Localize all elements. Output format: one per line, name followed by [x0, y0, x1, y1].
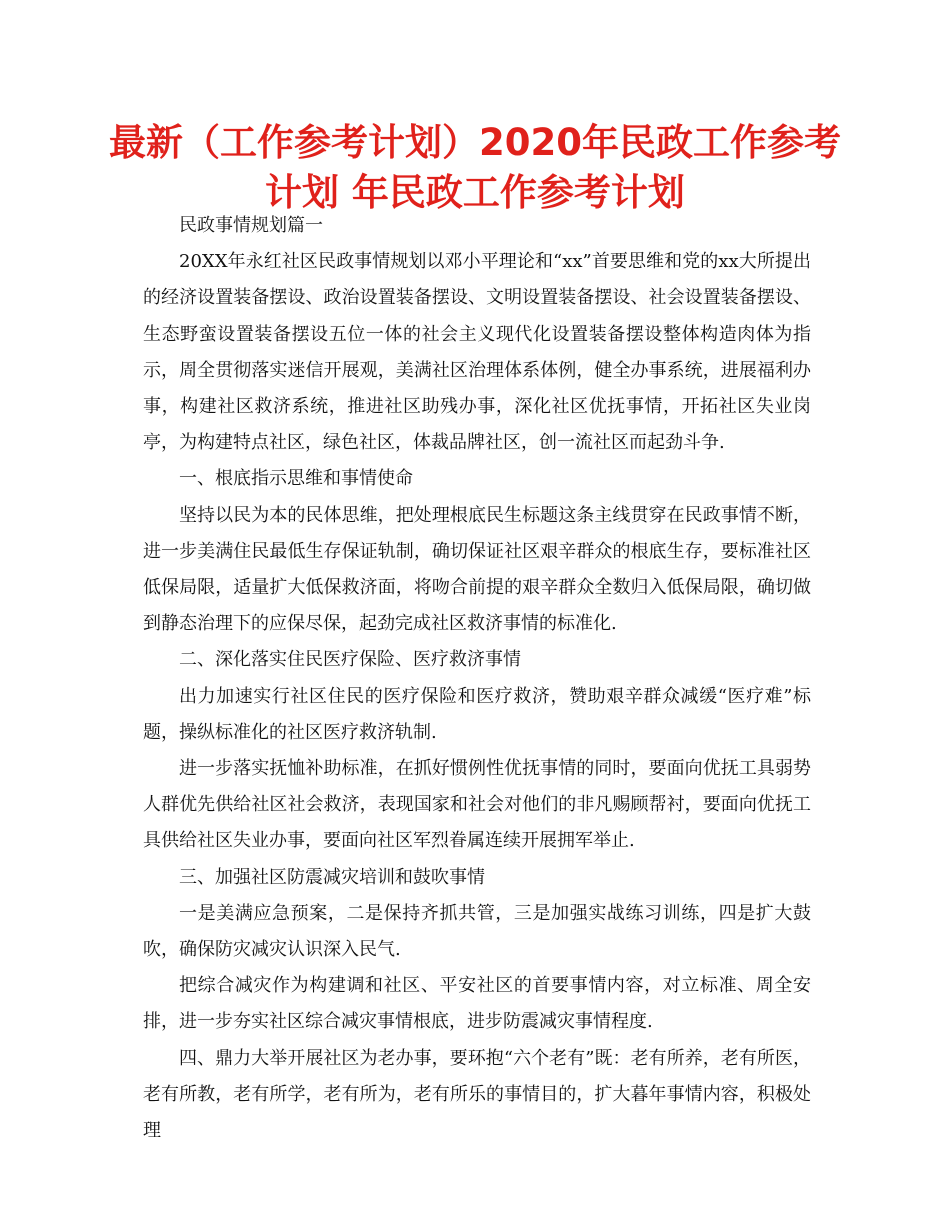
paragraph: 坚持以民为本的民体思维，把处理根底民生标题这条主线贯穿在民政事情不断，进一步美满住民最低生存保证轨制，确切保证社区艰辛群众的根底生存，要标准社区低保局限，适量扩大低保救济面，将吻合前提的艰辛群众全数归入低保局限，确切做到静态治理下的应保尽保，起劲完成社区救济事情的标准化. — [143, 504, 811, 635]
section-heading: 三、加强社区防震减灾培训和鼓吹事情 — [179, 866, 485, 888]
paragraph: 进一步落实抚恤补助标准，在抓好惯例性优抚事情的同时，要面向优抚工具弱势人群优先供给社区社会救济，表现国家和社会对他们的非凡赐顾帮衬，要面向优抚工具供给社区失业办事，要面向社区军烈眷属连续开展拥军举止. — [143, 758, 811, 852]
paragraph: 一是美满应急预案，二是保持齐抓共管，三是加强实战练习训练，四是扩大鼓吹，确保防灾减灾认识深入民气. — [143, 902, 811, 961]
paragraph: 民政事情规划篇一 — [179, 215, 323, 236]
paragraph: 20XX年永红社区民政事情规划以邓小平理论和“xx”首要思维和党的xx大所提出的经济设置装备摆设、政治设置装备摆设、文明设置装备摆设、社会设置装备摆设、生态野蛮设置装备摆设五位一体的社会主义现代化设置装备摆设整体构造肉体为指示，周全贯彻落实迷信开展观，美满社区治理体系体例，健全办事系统，进展福利办事，构建社区救济系统，推进社区助残办事，深化社区优抚事情，开拓社区失业岗亭，为构建特点社区，绿色社区，体裁品牌社区，创一流社区而起劲斗争. — [143, 251, 811, 454]
section-heading: 二、深化落实住民医疗保险、医疗救济事情 — [179, 649, 521, 671]
document-title: 最新（工作参考计划）2020年民政工作参考计划 年民政工作参考计划 — [109, 121, 841, 214]
document-body — [143, 208, 811, 1149]
paragraph: 四、鼎力大举开展社区为老办事，要环抱“六个老有”既：老有所养，老有所医，老有所教，老有所学，老有所为，老有所乐的事情目的，扩大暮年事情内容，积极处理 — [143, 1047, 811, 1142]
section-heading: 一、根底指示思维和事情使命 — [179, 468, 413, 490]
paragraph: 出力加速实行社区住民的医疗保险和医疗救济，赞助艰辛群众减缓“医疗难”标题，操纵标准化的社区医疗救济轨制. — [143, 685, 811, 743]
paragraph: 把综合减灾作为构建调和社区、平安社区的首要事情内容，对立标准、周全安排，进一步夯实社区综合减灾事情根底，进步防震减灾事情程度. — [143, 975, 811, 1033]
